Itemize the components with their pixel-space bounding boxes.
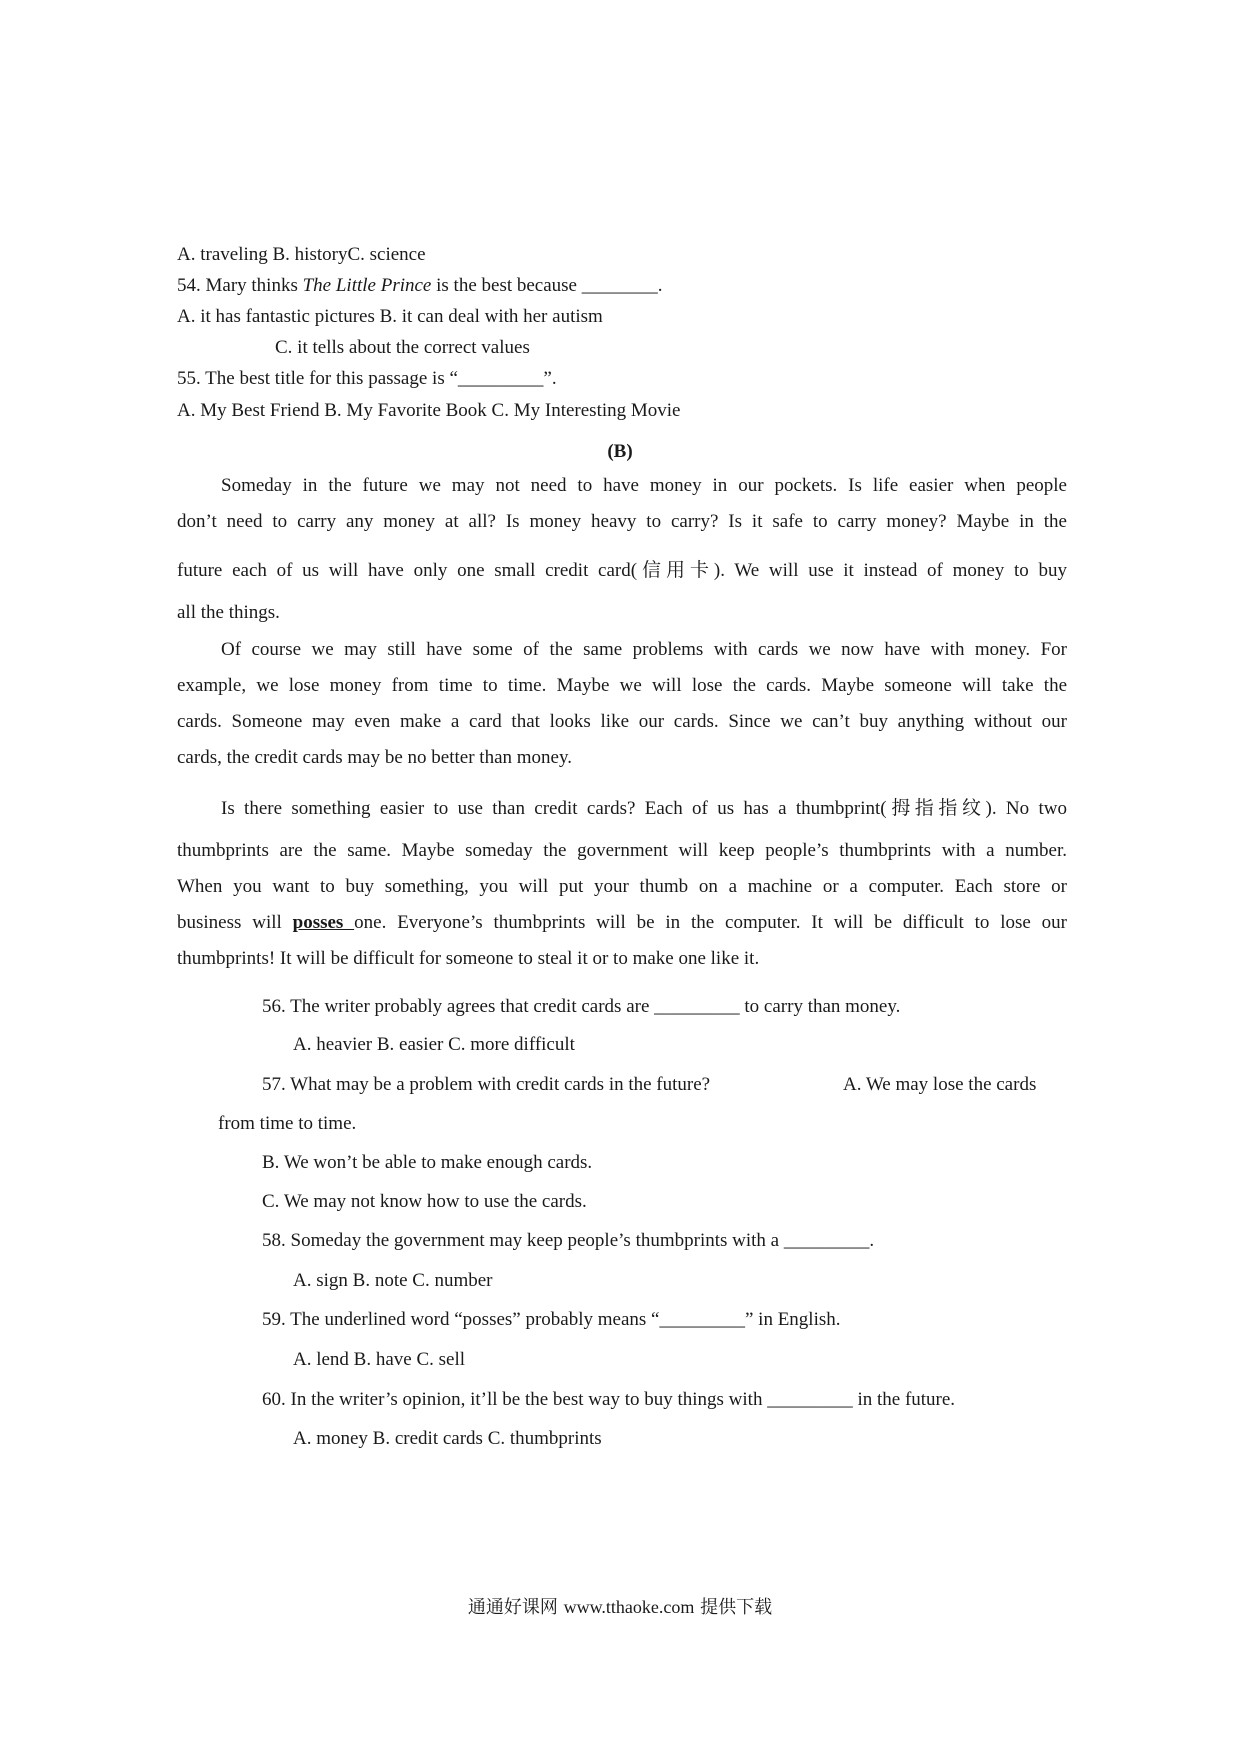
paragraph-1-line-1: Someday in the future we may not need to have money in our pockets. Is life easier when people <box>221 475 1067 496</box>
paragraph-2-line-3: cards. Someone may even make a card that looks like our cards. Since we can’t buy anything without our <box>177 711 1067 732</box>
paragraph-2-line-2: example, we lose money from time to time. Maybe we will lose the cards. Maybe someone will take the <box>177 675 1067 696</box>
q54-option-c: C. it tells about the correct values <box>275 337 530 358</box>
question-59: 59. The underlined word “posses” probably means “_________” in English. <box>262 1309 841 1330</box>
question-55: 55. The best title for this passage is “_________”. <box>177 368 557 389</box>
paragraph-3-line-1: Is there something easier to use than credit cards? Each of us has a thumbprint(拇指指纹). No two <box>221 798 1067 819</box>
q57-option-c: C. We may not know how to use the cards. <box>262 1191 587 1212</box>
underlined-word-posses: posses <box>292 912 355 933</box>
paragraph-3-line-5: thumbprints! It will be difficult for someone to steal it or to make one like it. <box>177 948 760 969</box>
footer-right: 提供下载 <box>694 1597 773 1618</box>
q54-prefix: 54. Mary thinks <box>177 275 303 296</box>
question-54 <box>177 274 663 298</box>
paragraph-3-line-2: thumbprints are the same. Maybe someday the government will keep people’s thumbprints with a number. <box>177 840 1067 861</box>
section-heading: (B) <box>607 441 633 462</box>
footer-left: 通通好课网 <box>467 1597 564 1618</box>
paragraph-1-line-4: all the things. <box>177 602 280 623</box>
question-58: 58. Someday the government may keep people’s thumbprints with a _________. <box>262 1230 875 1251</box>
q53-options: A. traveling B. historyC. science <box>177 244 426 265</box>
paragraph-1-line-3: future each of us will have only one small credit card(信用卡). We will use it instead of money to buy <box>177 560 1067 581</box>
q56-options: A. heavier B. easier C. more difficult <box>293 1034 575 1055</box>
paragraph-2-line-1: Of course we may still have some of the same problems with cards we now have with money. For <box>221 639 1067 660</box>
book-title: The Little Prince <box>302 275 432 296</box>
q57-option-b: B. We won’t be able to make enough cards. <box>262 1152 593 1173</box>
paragraph-3-line-4: business will posses one. Everyone’s thumbprints will be in the computer. It will be difficult to lose our <box>177 912 1068 933</box>
q57-option-a-cont: from time to time. <box>218 1113 357 1134</box>
question-60: 60. In the writer’s opinion, it’ll be the best way to buy things with _________ in the future. <box>262 1389 956 1410</box>
footer-site: www.tthaoke.com <box>563 1597 695 1617</box>
page-footer <box>0 1595 1240 1620</box>
paragraph-3-line-3: When you want to buy something, you will put your thumb on a machine or a computer. Each store or <box>177 876 1067 897</box>
q57-option-a: A. We may lose the cards <box>843 1074 1037 1095</box>
q60-options: A. money B. credit cards C. thumbprints <box>293 1428 602 1449</box>
q55-options: A. My Best Friend B. My Favorite Book C. My Interesting Movie <box>177 400 681 421</box>
question-57: 57. What may be a problem with credit cards in the future? <box>262 1074 711 1095</box>
paragraph-1-line-2: don’t need to carry any money at all? Is money heavy to carry? Is it safe to carry money? Maybe in the <box>177 511 1067 532</box>
q54-options-ab: A. it has fantastic pictures B. it can deal with her autism <box>177 306 603 327</box>
q59-options: A. lend B. have C. sell <box>293 1349 466 1370</box>
paragraph-2-line-4: cards, the credit cards may be no better than money. <box>177 747 572 768</box>
question-56: 56. The writer probably agrees that credit cards are _________ to carry than money. <box>262 996 901 1017</box>
q54-suffix: is the best because ________. <box>431 275 663 296</box>
q58-options: A. sign B. note C. number <box>293 1270 493 1291</box>
